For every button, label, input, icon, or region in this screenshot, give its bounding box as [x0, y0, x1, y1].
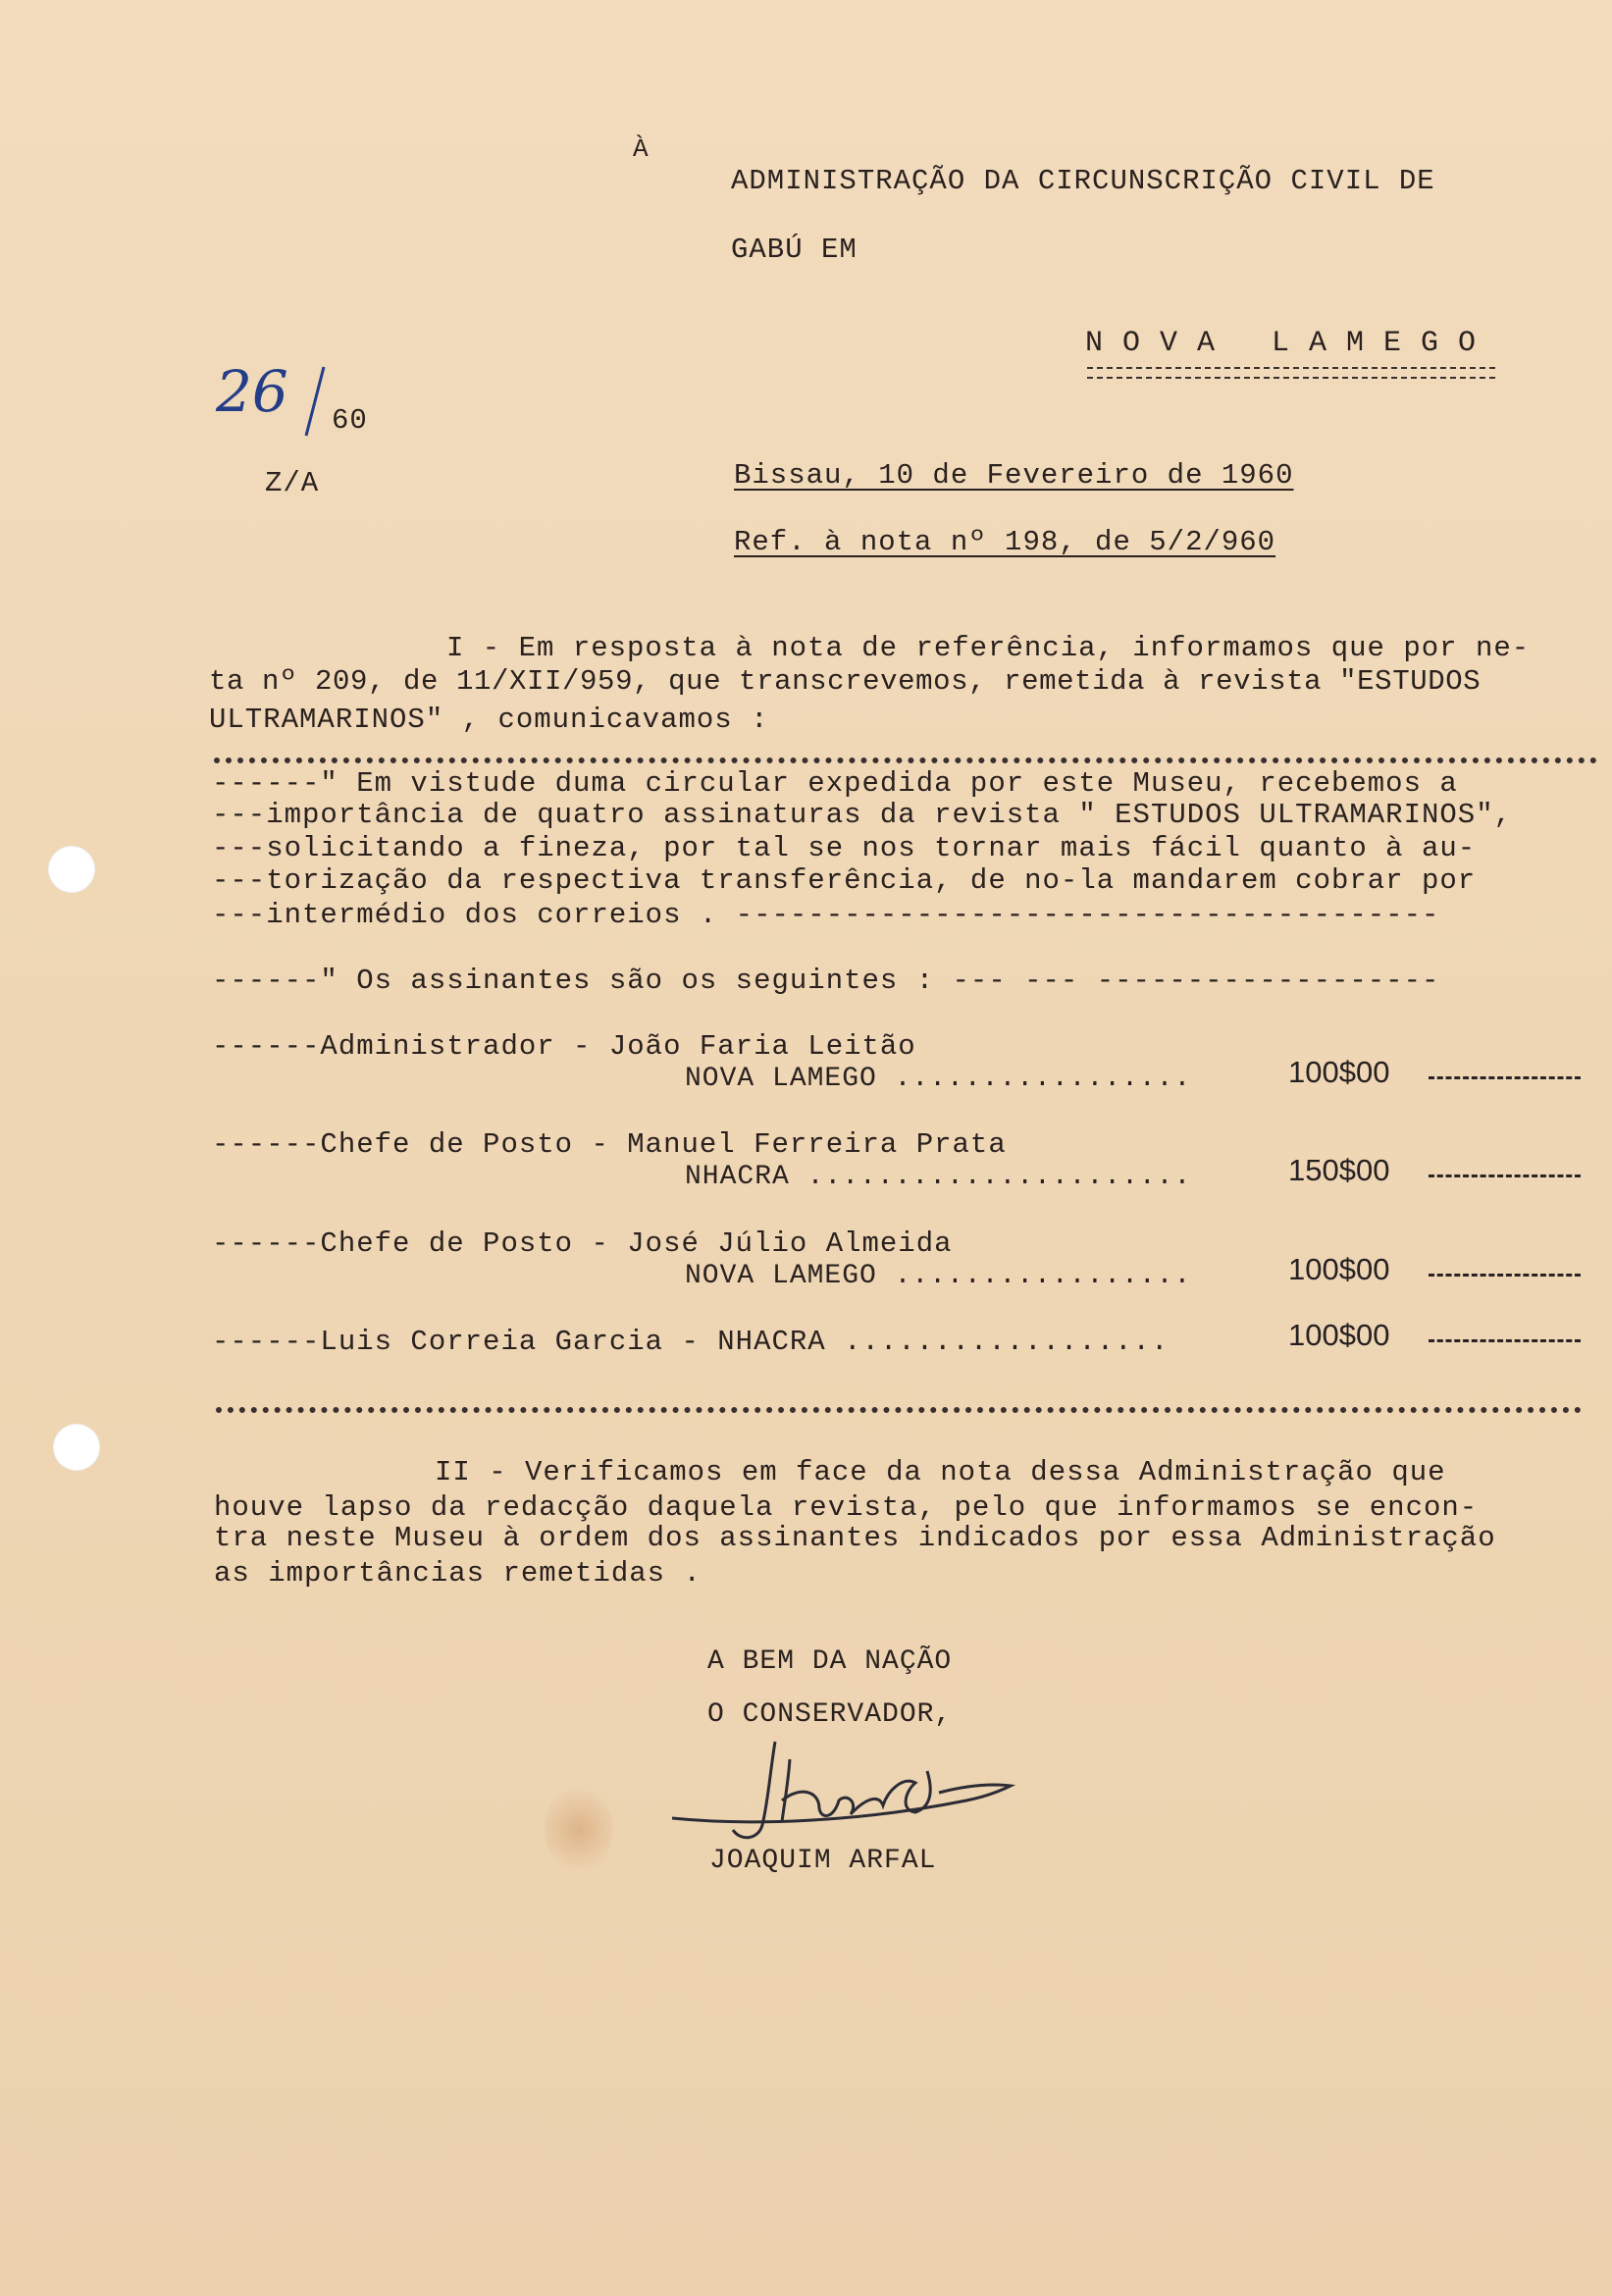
quote-line-2: ---importância de quatro assinaturas da revista " ESTUDOS ULTRAMARINOS",	[212, 799, 1513, 831]
subscriber-location-line: NOVA LAMEGO .................	[685, 1064, 1192, 1094]
reference-note: Ref. à nota nº 198, de 5/2/960	[734, 526, 1276, 558]
section-2-line-3: tra neste Museu à ordem dos assinantes indicados por essa Administração	[214, 1522, 1496, 1554]
subscriber-amount: 150$00	[1288, 1153, 1390, 1187]
subscriber-location-line: NOVA LAMEGO .................	[685, 1261, 1192, 1291]
dotted-separator-bottom	[216, 1407, 1582, 1413]
subscriber-amount: 100$00	[1288, 1055, 1390, 1089]
handwritten-reference-number: 26	[216, 358, 288, 425]
addressee-city: N O V A L A M E G O	[1085, 327, 1478, 360]
addressee-mark: À	[633, 134, 650, 164]
section-1-line-1: I - Em resposta à nota de referência, informamos que por ne-	[446, 632, 1531, 664]
section-2-line-4: as importâncias remetidas .	[214, 1557, 702, 1590]
addressee-line-2: GABÚ EM	[731, 234, 858, 266]
quote-line-3: ---solicitando a fineza, por tal se nos tornar mais fácil quanto à au-	[212, 832, 1477, 864]
quote-line-5: ---intermédio dos correios . ---------------------------------------	[212, 899, 1440, 931]
signatory-title: O CONSERVADOR,	[707, 1699, 953, 1730]
amount-trailing-dashes	[1429, 1174, 1581, 1177]
addressee-line-1: ADMINISTRAÇÃO DA CIRCUNSCRIÇÃO CIVIL DE	[731, 165, 1435, 197]
quote-line-4: ---torização da respectiva transferência, de no-la mandarem cobrar por	[212, 864, 1477, 897]
subscriber-name-line: ------Chefe de Posto - José Júlio Almeida	[212, 1227, 953, 1260]
subscriber-location-line: NHACRA ......................	[685, 1162, 1192, 1192]
amount-trailing-dashes	[1429, 1339, 1581, 1342]
signatory-name: JOAQUIM ARFAL	[709, 1846, 937, 1876]
section-2-line-1: II - Verificamos em face da nota dessa Administração que	[435, 1456, 1446, 1488]
section-1-line-3: ULTRAMARINOS" , comunicavamos :	[209, 704, 769, 736]
quote-line-1: ------" Em vistude duma circular expedida por este Museu, recebemos a	[212, 767, 1458, 800]
section-1-line-2: ta nº 209, de 11/XII/959, que transcrevemos, remetida à revista "ESTUDOS	[209, 665, 1482, 698]
punch-hole-bottom	[53, 1424, 100, 1471]
subscriber-name-line: ------Luis Correia Garcia - NHACRA ..................	[212, 1326, 1170, 1358]
handwritten-slash	[294, 363, 334, 442]
subscriber-amount: 100$00	[1288, 1252, 1390, 1286]
subscriber-amount: 100$00	[1288, 1318, 1390, 1352]
punch-hole-top	[48, 846, 95, 893]
subscribers-intro: ------" Os assinantes são os seguintes : --- --- -------------------	[212, 965, 1440, 997]
closing-salutation: A BEM DA NAÇÃO	[707, 1646, 953, 1677]
dotted-separator-top	[214, 757, 1597, 763]
paper-stain	[545, 1786, 613, 1874]
section-2-line-2: houve lapso da redacção daquela revista, pelo que informamos se encon-	[214, 1491, 1479, 1524]
reference-number-suffix: 60	[332, 404, 368, 437]
reference-code: Z/A	[265, 467, 320, 499]
subscriber-name-line: ------Chefe de Posto - Manuel Ferreira Prata	[212, 1128, 1007, 1161]
amount-trailing-dashes	[1429, 1076, 1581, 1079]
city-double-rule	[1087, 367, 1495, 379]
letter-date: Bissau, 10 de Fevereiro de 1960	[734, 459, 1294, 492]
amount-trailing-dashes	[1429, 1274, 1581, 1277]
subscriber-name-line: ------Administrador - João Faria Leitão	[212, 1030, 916, 1063]
handwritten-signature	[672, 1732, 1025, 1850]
